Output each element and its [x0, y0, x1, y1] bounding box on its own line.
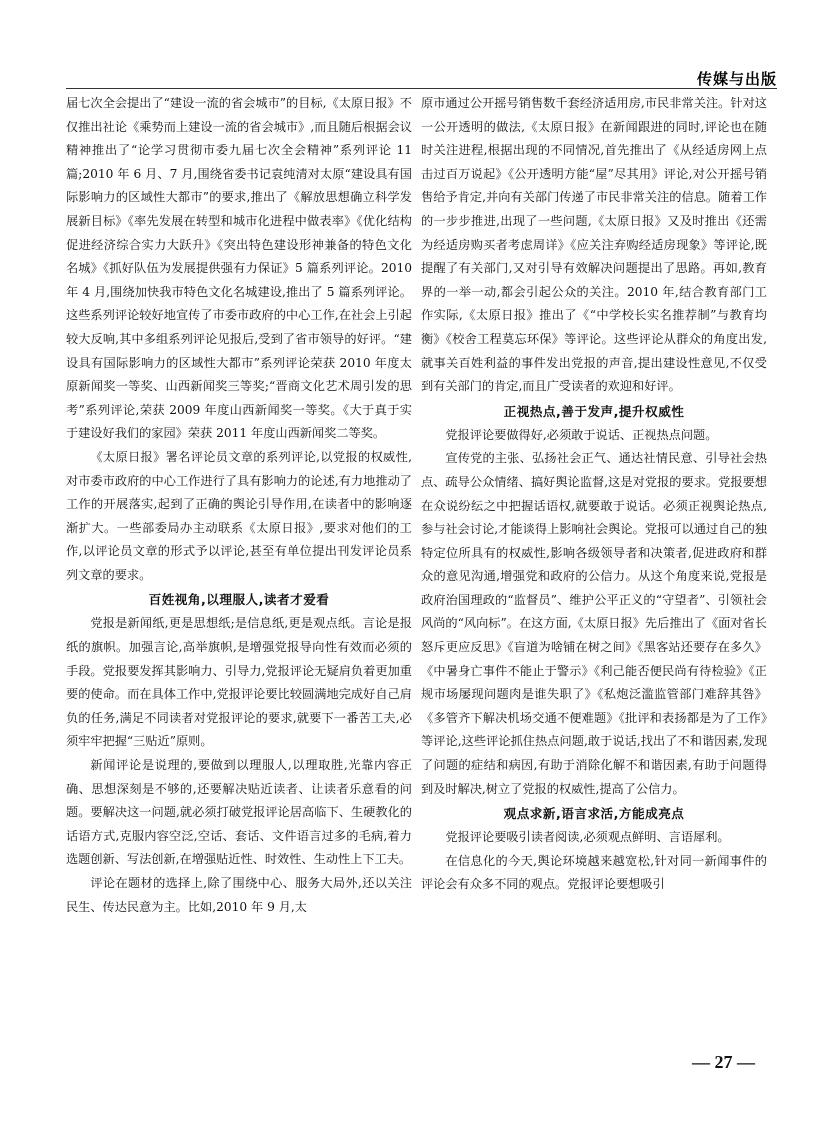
paragraph: 党报评论要吸引读者阅读,必须观点鲜明、言语犀利。 [445, 830, 730, 845]
right-column [421, 92, 767, 1042]
paragraph: 党报评论要做得好,必须敢于说话、正视热点问题。 [445, 427, 718, 442]
paragraph: 在信息化的今天,舆论环境越来越宽松,针对同一新闻事件的评论会有众多不同的观点。党报评论要想吸引 [421, 853, 767, 892]
paragraph: 新闻评论是说理的,要做到以理服人,以理取胜,光靠内容正确、思想深刻是不够的,还要解决贴近读者、让读者乐意看的问题。要解决这一问题,就必须打破党报评论居高临下、生硬教化的话语方式,克服内容空泛,空话、套话、文件语言过多的毛病,着力选题创新、写法创新,在增强贴近性、时效性、生动性上下工夫。 [66, 758, 412, 867]
page-header [0, 0, 827, 92]
paragraph: 届七次全会提出了“建设一流的省会城市”的目标,《太原日报》不仅推出社论《乘势而上建设一流的省会城市》,而且随后根据会议精神推出了“论学习贯彻市委九届七次全会精神”系列评论 11 篇;2010 年 6 月、7 月,围绕省委书记袁纯清对太原“建设具有国际影响力的区域性大都市”的要求,推出了《解放思想确立科学发展新目标》《率先发展在转型和城市化进程中做表率》《优化结构促进经济综合实力大跃升》《突出特色建设形神兼备的特色文化名城》《抓好队伍为发展提供强有力保证》5 篇系列评论。2010 年 4 月,围绕加快我市特色文化名城建设,推出了 5 篇系列评论。这些系列评论较好地宣传了市委市政府的中心工作,在社会上引起较大反响,其中多组系列评论见报后,受到了省市领导的好评。“建设具有国际影响力的区域性大都市”系列评论荣获 2010 年度太原新闻奖一等奖、山西新闻奖三等奖;“晋商文化艺术周引发的思考”系列评论,荣获 2009 年度山西新闻奖一等奖。《大于真于实于建设好我们的家园》荣获 2011 年度山西新闻奖二等奖。 [66, 96, 412, 441]
paragraph: 宣传党的主张、弘扬社会正气、通达社情民意、引导社会热点、疏导公众情绪、搞好舆论监督,这是对党报的要求。党报要想在众说纷纭之中把握话语权,就要敢于说话。必须正视舆论热点,参与社会讨论,才能谈得上影响社会舆论。党报可以通过自己的独特定位所具有的权威性,影响各级领导者和决策者,促进政府和群众的意见沟通,增强党和政府的公信力。从这个角度来说,党报是政府治国理政的“监督员”、维护公平正义的“守望者”、引领社会风尚的“风向标”。在这方面,《太原日报》先后推出了《面对省长怒斥更应反思》《盲道为啥铺在树之间》《黑客站还要存在多久》《中暑身亡事件不能止于警示》《利己能否便民尚有待检验》《正规市场屡现问题肉是谁失职了》《私炮泛滥监管部门难辞其咎》《多管齐下解决机场交通不便难题》《批评和表扬都是为了工作》等评论,这些评论抓住热点问题,敢于说话,找出了不和谐因素,发现了问题的症结和病因,有助于消除化解不和谐因素,有助于问题得到及时解决,树立了党报的权威性,提高了公信力。 [421, 451, 767, 796]
page-number: — 27 — [692, 1052, 755, 1072]
paragraph: 《太原日报》署名评论员文章的系列评论,以党报的权威性,对市委市政府的中心工作进行了具有影响力的论述,有力地推动了工作的开展落实,起到了正确的舆论引导作用,在读者中的影响逐渐扩大。一些部委局办主动联系《太原日报》,要求对他们的工作,以评论员文章的形式予以评论,甚至有单位提出刊发评论员系列文章的要求。 [66, 449, 412, 582]
section-heading: 百姓视角,以理服人,读者才爱看 [148, 592, 330, 608]
paragraph: 党报是新闻纸,更是思想纸;是信息纸,更是观点纸。言论是报纸的旗帜。加强言论,高举旗帜,是增强党报导向性有效而必须的手段。党报要发挥其影响力、引导力,党报评论无疑肩负着更加重要的使命。而在具体工作中,党报评论要比较圆满地完成好自己肩负的任务,满足不同读者对党报评论的要求,就要下一番苦工夫,必须牢牢把握“三贴近”原则。 [66, 616, 412, 749]
paragraph: 原市通过公开摇号销售数千套经济适用房,市民非常关注。针对这一公开透明的做法,《太原日报》在新闻跟进的同时,评论也在随时关注进程,根据出现的不同情况,首先推出了《从经适房网上点击过百万说起》《公开透明方能“屋”尽其用》评论,对公开摇号销售给予肯定,并向有关部门传递了市民非常关注的信息。随着工作的一步步推进,出现了一些问题,《太原日报》又及时推出《还需为经适房购买者考虑周详》《应关注弃购经适房现象》等评论,既提醒了有关部门,又对引导有效解决问题提出了思路。再如,教育界的一举一动,都会引起公众的关注。2010 年,结合教育部门工作实际,《太原日报》推出了《“中学校长实名推荐制”与教育均衡》《校舍工程莫忘环保》等评论。这些评论从群众的角度出发,就事关百姓利益的事件发出党报的声音,提出建设性意见,不仅受到有关部门的肯定,而且广受读者的欢迎和好评。 [421, 96, 767, 394]
section-heading: 观点求新,语言求活,方能成亮点 [503, 806, 685, 822]
section-heading: 正视热点,善于发声,提升权威性 [503, 403, 685, 419]
left-column [66, 92, 412, 1042]
header-rule [66, 88, 777, 89]
paragraph: 评论在题材的选择上,除了围绕中心、服务大局外,还以关注民生、传达民意为主。比如,2010 年 9 月,太 [66, 876, 412, 914]
section-name: 传媒与出版 [696, 70, 777, 88]
